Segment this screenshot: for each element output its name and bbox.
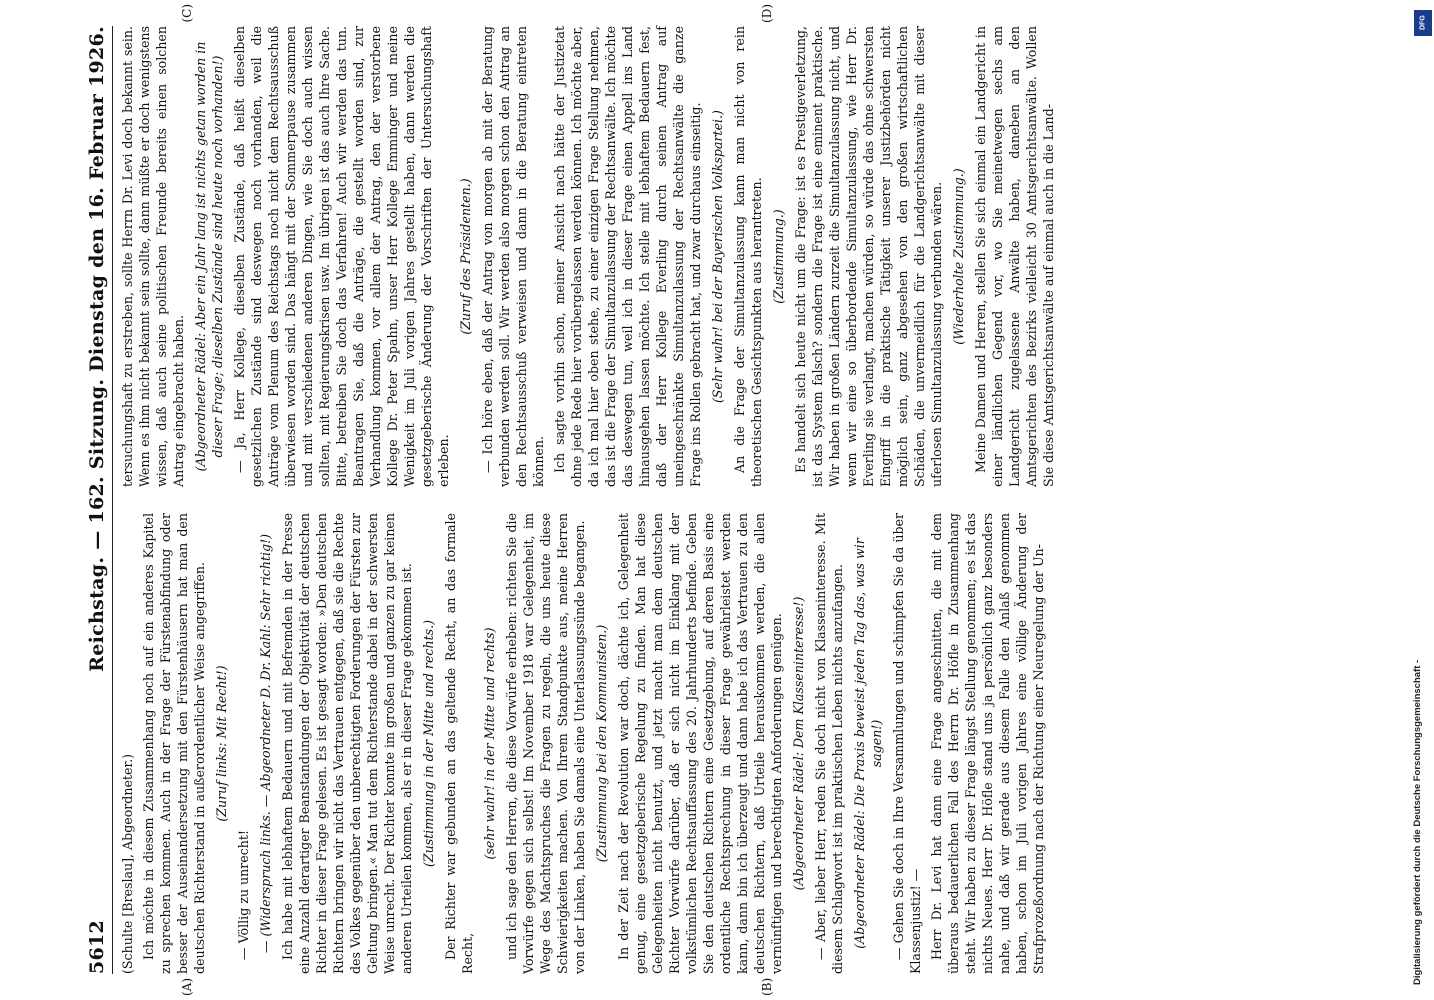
dfg-logo: DFG: [1414, 10, 1432, 36]
page-number: 5612: [86, 919, 108, 974]
margin-marker-b: (B): [760, 977, 774, 996]
paragraph: Es handelt sich heute nicht um die Frage: ist es Prestigeverletzung, ist das System falsch? sondern die Frage ist eine eminent praktische. Wir haben in großen Ländern zurzeit die Simultanzulassung nicht, und wenn wir eine so überbordende Simultanzulassung, wie Herr Dr. Everling sie verlangt, machen würden, so würde das ohne schwersten Eingriff in die praktische Tätigkeit unserer Justizbehörden nicht möglich sein, ganz abgesehen von den großen wirtschaftlichen Schäden, die unvermeidlich für die Landgerichtsanwälte mit dieser uferlosen Simultanzulassung verbunden wären.: [793, 26, 944, 487]
interjection: (Abgeordneter Rädel: Dem Klasseninteresse!): [791, 596, 806, 891]
running-title: Reichstag. — 162. Sitzung. Dienstag den 16. Februar 1926.: [86, 26, 108, 672]
column-right: [119, 4, 1309, 487]
interjection: (Zustimmung bei den Kommunisten.): [594, 624, 609, 863]
paragraph: und ich sage den Herren, die diese Vorwürfe erheben: richten Sie die Vorwürfe gegen sich selbst! Im November 1918 war Gelegenheit, im Wege des Machtspruches die Fragen zu regeln, die uns heute diese Schwierigkeiten machen. Von Ihrem Standpunkte aus, meine Herren von der Linken, haben Sie damals eine Unterlassungssünde begangen.: [504, 513, 587, 974]
paragraph: — Gehen Sie doch in Ihre Versammlungen und schimpfen Sie da über Klassenjustiz! —: [891, 513, 923, 974]
paragraph: In der Zeit nach der Revolution war doch, dächte ich, Gelegenheit genug, eine gesetzgeberische Regelung zu finden. Man hat diese Gelegenheiten nicht benutzt, und jetzt macht man dem deutschen Richter Vorwürfe darüber, daß er sich nicht im Einklang mit der volkstümlichen Rechtsauffassung des 20. Jahrhunderts befinde. Geben Sie den deutschen Richtern eine Gesetzgebung, auf deren Basis eine ordentliche Rechtsprechung in dieser Frage gewährleistet werden kann, dann bin ich überzeugt und dann habe ich das Vertrauen zu den deutschen Richtern, daß Urteile herauskommen werden, die allen vernünftigen und berechtigten Anforderungen genügen.: [616, 513, 784, 974]
paragraph: An die Frage der Simultanzulassung kann man nicht von rein theoretischen Gesichtspunkten aus herantreten.: [732, 26, 764, 487]
column-left: [119, 513, 1309, 996]
paragraph: tersuchungshaft zu erstreben, sollte Herrn Dr. Levi doch bekannt sein. Wenn es ihm nicht bekannt sein sollte, dann müßte er doch wenigstens wissen, daß auch seine politischen Freunde bereits einen solchen Antrag eingebracht haben.: [120, 26, 186, 487]
interjection: (Zustimmung in der Mitte und rechts.): [421, 619, 436, 868]
paragraph: Ich habe mit lebhaftem Bedauern und mit Befremden in der Presse eine Anzahl derartiger Beanstandungen der Objektivität der deutschen Richter in dieser Frage gelesen. Es ist gesagt worden: »Den deutschen Richtern bringen wir nicht das Vertrauen entgegen, daß sie die Rechte des Volkes gegenüber den unberechtigten Forderungen der Fürsten zur Geltung bringen.« Man tut dem Richterstande dabei in der schwersten Weise unrecht. Der Richter konnte im großen und ganzen zu gar keinen anderen Urteilen kommen, als er in dieser Frage gekommen ist.: [280, 513, 414, 974]
interjection: (Zuruf des Präsidenten.): [458, 178, 473, 335]
digitization-credit: Digitalisierung gefördert durch die Deutsche Forschungsgemeinschaft -: [1412, 659, 1423, 985]
paragraph: Meine Damen und Herren, stellen Sie sich einmal ein Landgericht in einer ländlichen Gegend vor, wo Sie meinetwegen sechs am Landgericht zugelassene Anwälte haben, daneben an den Amtsgerichten des Bezirks vielleicht 30 Amtsgerichtsanwälte. Wollen Sie diese Amtsgerichtsanwälte auf einmal auch in die Land-: [973, 26, 1056, 487]
paragraph: Der Richter war gebunden an das geltende Recht, an das formale Recht,: [443, 513, 475, 974]
paragraph: — Völlig zu unrecht!: [236, 830, 251, 960]
paragraph: Ich möchte in diesem Zusammenhang noch auf ein anderes Kapitel zu sprechen kommen. Auch in der Frage der Fürstenabfindung oder besser der Auseinandersetzung mit den Fürstenhäusern hat man den deutschen Richterstand in außerordentlicher Weise angegriffen.: [141, 513, 207, 974]
interjection: (Zustimmung.): [771, 209, 786, 304]
text-columns: [119, 4, 1309, 996]
paragraph: — Aber, lieber Herr, reden Sie doch nicht von Klasseninteresse. Mit diesem Schlagwort ist im praktischen Leben nichts anzufangen.: [813, 513, 845, 974]
interjection: (Zuruf links: Mit Recht!): [214, 665, 229, 822]
paragraph: Herr Dr. Levi hat dann eine Frage angeschnitten, die mit dem überaus bedauerlichen Fall des Herrn Dr. Höfle in Zusammenhang steht. Wir haben zu dieser Frage längst Stellung genommen; es ist das nichts Neues. Herr Dr. Höfle stand uns ja persönlich ganz besonders nahe, und daß wir gerade aus diesem Falle den Anlaß genommen haben, schon im Juli vorigen Jahres eine völlige Änderung der Strafprozeßordnung nach der Richtung einer Neuregelung der Un-: [929, 513, 1046, 974]
interjection: (Abgeordneter Rädel: Aber ein Jahr lang ist nichts getan worden in dieser Frage; dieselben Zustände sind heute noch vorhanden!): [193, 41, 225, 472]
paragraph: Ich sagte vorhin schon, meiner Ansicht nach hätte der Justizetat ohne jede Rede hier vorübergelassen werden können. Ich möchte aber, da ich mal hier oben stehe, zu einer einzigen Frage Stellung nehmen, das ist die Frage der Simultanzulassung der Rechtsanwälte. Ich möchte das deswegen tun, weil ich in dieser Frage einen Appell ins Land hinausgehen lassen möchte. Ich stelle mit lebhaftem Bedauern fest, daß der Herr Kollege Everling durch seinen Antrag auf uneingeschränkte Simultanzulassung der Rechtsanwälte die ganze Frage ins Rollen gebracht hat, und zwar durchaus einseitig.: [552, 26, 703, 487]
rotated-document-page: [72, 0, 1402, 1000]
margin-marker-a: (A): [180, 977, 194, 996]
paragraph: — Ja, Herr Kollege, dieselben Zustände, daß heißt dieselben gesetzlichen Zustände sind deswegen noch vorhanden, weil die Anträge vom Plenum des Reichstags noch nicht dem Rechtsausschuß überwiesen worden sind. Das hängt mit der Sommerpause zusammen und mit verschiedenen anderen Dingen, wie Sie doch auch wissen sollten, mit Regierungskrisen usw. Im übrigen ist das auch Ihre Sache. Bitte, betreiben Sie doch das Verfahren! Auch wir werden das tun. Beantragen Sie, daß die Anträge, die gestellt worden sind, zur Verhandlung kommen, vor allem der Antrag, den der verstorbene Kollege Dr. Peter Spahn, unser Herr Kollege Emminger und meine Wenigkeit im Juli vorigen Jahres gestellt haben, dann werden die gesetzgeberische Änderung der Vorschriften der Untersuchungshaft erleben.: [232, 26, 451, 487]
page-header: [86, 26, 113, 974]
interjection: (sehr wahr! in der Mitte und rechts): [482, 627, 497, 860]
margin-marker-c: (C): [180, 4, 194, 23]
interjection: (Abgeordneter Rädel: Die Praxis beweist jeden Tag das, was wir sagen!): [852, 538, 884, 949]
interjection: — (Widerspruch links. — Abgeordneter D. Dr. Kahl: Sehr richtig!): [258, 533, 273, 954]
interjection: (Sehr wahr! bei der Bayerischen Volkspartei.): [710, 110, 725, 403]
margin-marker-d: (D): [760, 4, 774, 23]
paragraph: — Ich höre eben, daß der Antrag von morgen ab mit der Beratung verbunden werden soll. Wir werden also morgen schon den Antrag an den Rechtsausschuß verweisen und dann in die Beratung eintreten können.: [480, 26, 546, 487]
paragraph: (Schulte [Breslau], Abgeordneter.): [120, 754, 135, 974]
interjection: (Wiederholte Zustimmung.): [951, 168, 966, 345]
